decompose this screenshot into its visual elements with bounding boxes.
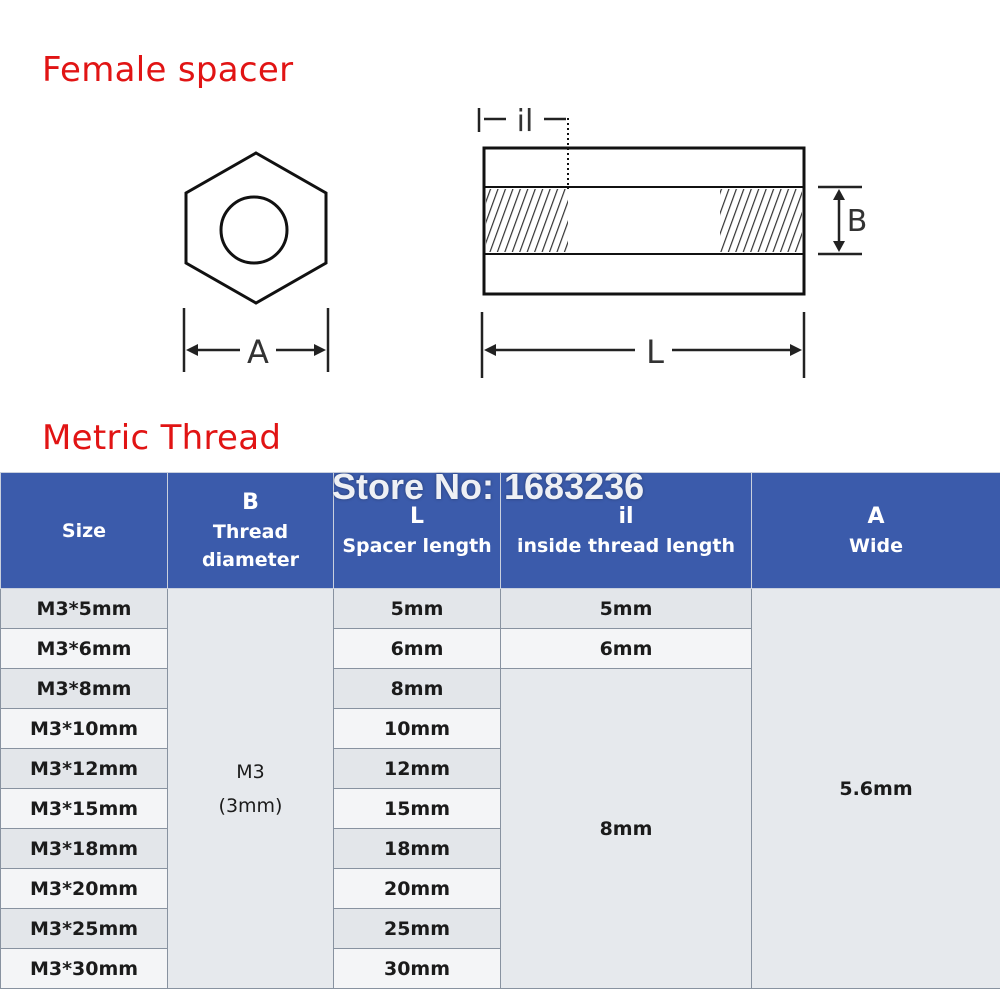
header-wide: A Wide — [752, 473, 1000, 589]
female-spacer-title: Female spacer — [42, 50, 294, 90]
header-thread-diameter: B Thread diameter — [168, 473, 334, 589]
size-cell: M3*15mm — [1, 789, 168, 829]
size-cell: M3*6mm — [1, 629, 168, 669]
table-header-row — [1, 473, 1000, 589]
size-cell: M3*5mm — [1, 589, 168, 629]
size-cell: M3*12mm — [1, 749, 168, 789]
length-cell: 5mm — [334, 589, 501, 629]
size-cell: M3*10mm — [1, 709, 168, 749]
header-spacer-length: L Spacer length — [334, 473, 501, 589]
hex-front-view — [186, 153, 326, 303]
store-watermark: Store No: 1683236 — [332, 466, 645, 507]
table-row — [1, 589, 1000, 629]
length-cell: 8mm — [334, 669, 501, 709]
size-cell: M3*20mm — [1, 869, 168, 909]
size-cell: M3*8mm — [1, 669, 168, 709]
size-cell: M3*25mm — [1, 909, 168, 949]
size-cell: M3*18mm — [1, 829, 168, 869]
thread-diameter-cell: M3 (3mm) — [168, 589, 334, 989]
header-size: Size — [1, 473, 168, 589]
spacer-spec-table — [0, 472, 1000, 989]
length-cell: 30mm — [334, 949, 501, 989]
dimension-b-label: B — [846, 204, 868, 239]
length-cell: 18mm — [334, 829, 501, 869]
length-cell: 12mm — [334, 749, 501, 789]
dimension-a-label: A — [247, 333, 269, 371]
header-inside-thread-length: il inside thread length — [501, 473, 752, 589]
length-cell: 20mm — [334, 869, 501, 909]
inside-thread-cell: 6mm — [501, 629, 752, 669]
wide-cell: 5.6mm — [752, 589, 1000, 989]
length-cell: 10mm — [334, 709, 501, 749]
spacer-technical-drawing — [0, 90, 1000, 390]
dimension-il-label: il — [516, 104, 534, 139]
inside-thread-cell: 8mm — [501, 669, 752, 989]
length-cell: 25mm — [334, 909, 501, 949]
dimension-l-label: L — [646, 333, 664, 371]
dimension-l — [482, 312, 804, 378]
length-cell: 15mm — [334, 789, 501, 829]
length-cell: 6mm — [334, 629, 501, 669]
inside-thread-cell: 5mm — [501, 589, 752, 629]
spacer-side-view — [484, 118, 804, 294]
metric-thread-title: Metric Thread — [42, 418, 282, 458]
size-cell: M3*30mm — [1, 949, 168, 989]
